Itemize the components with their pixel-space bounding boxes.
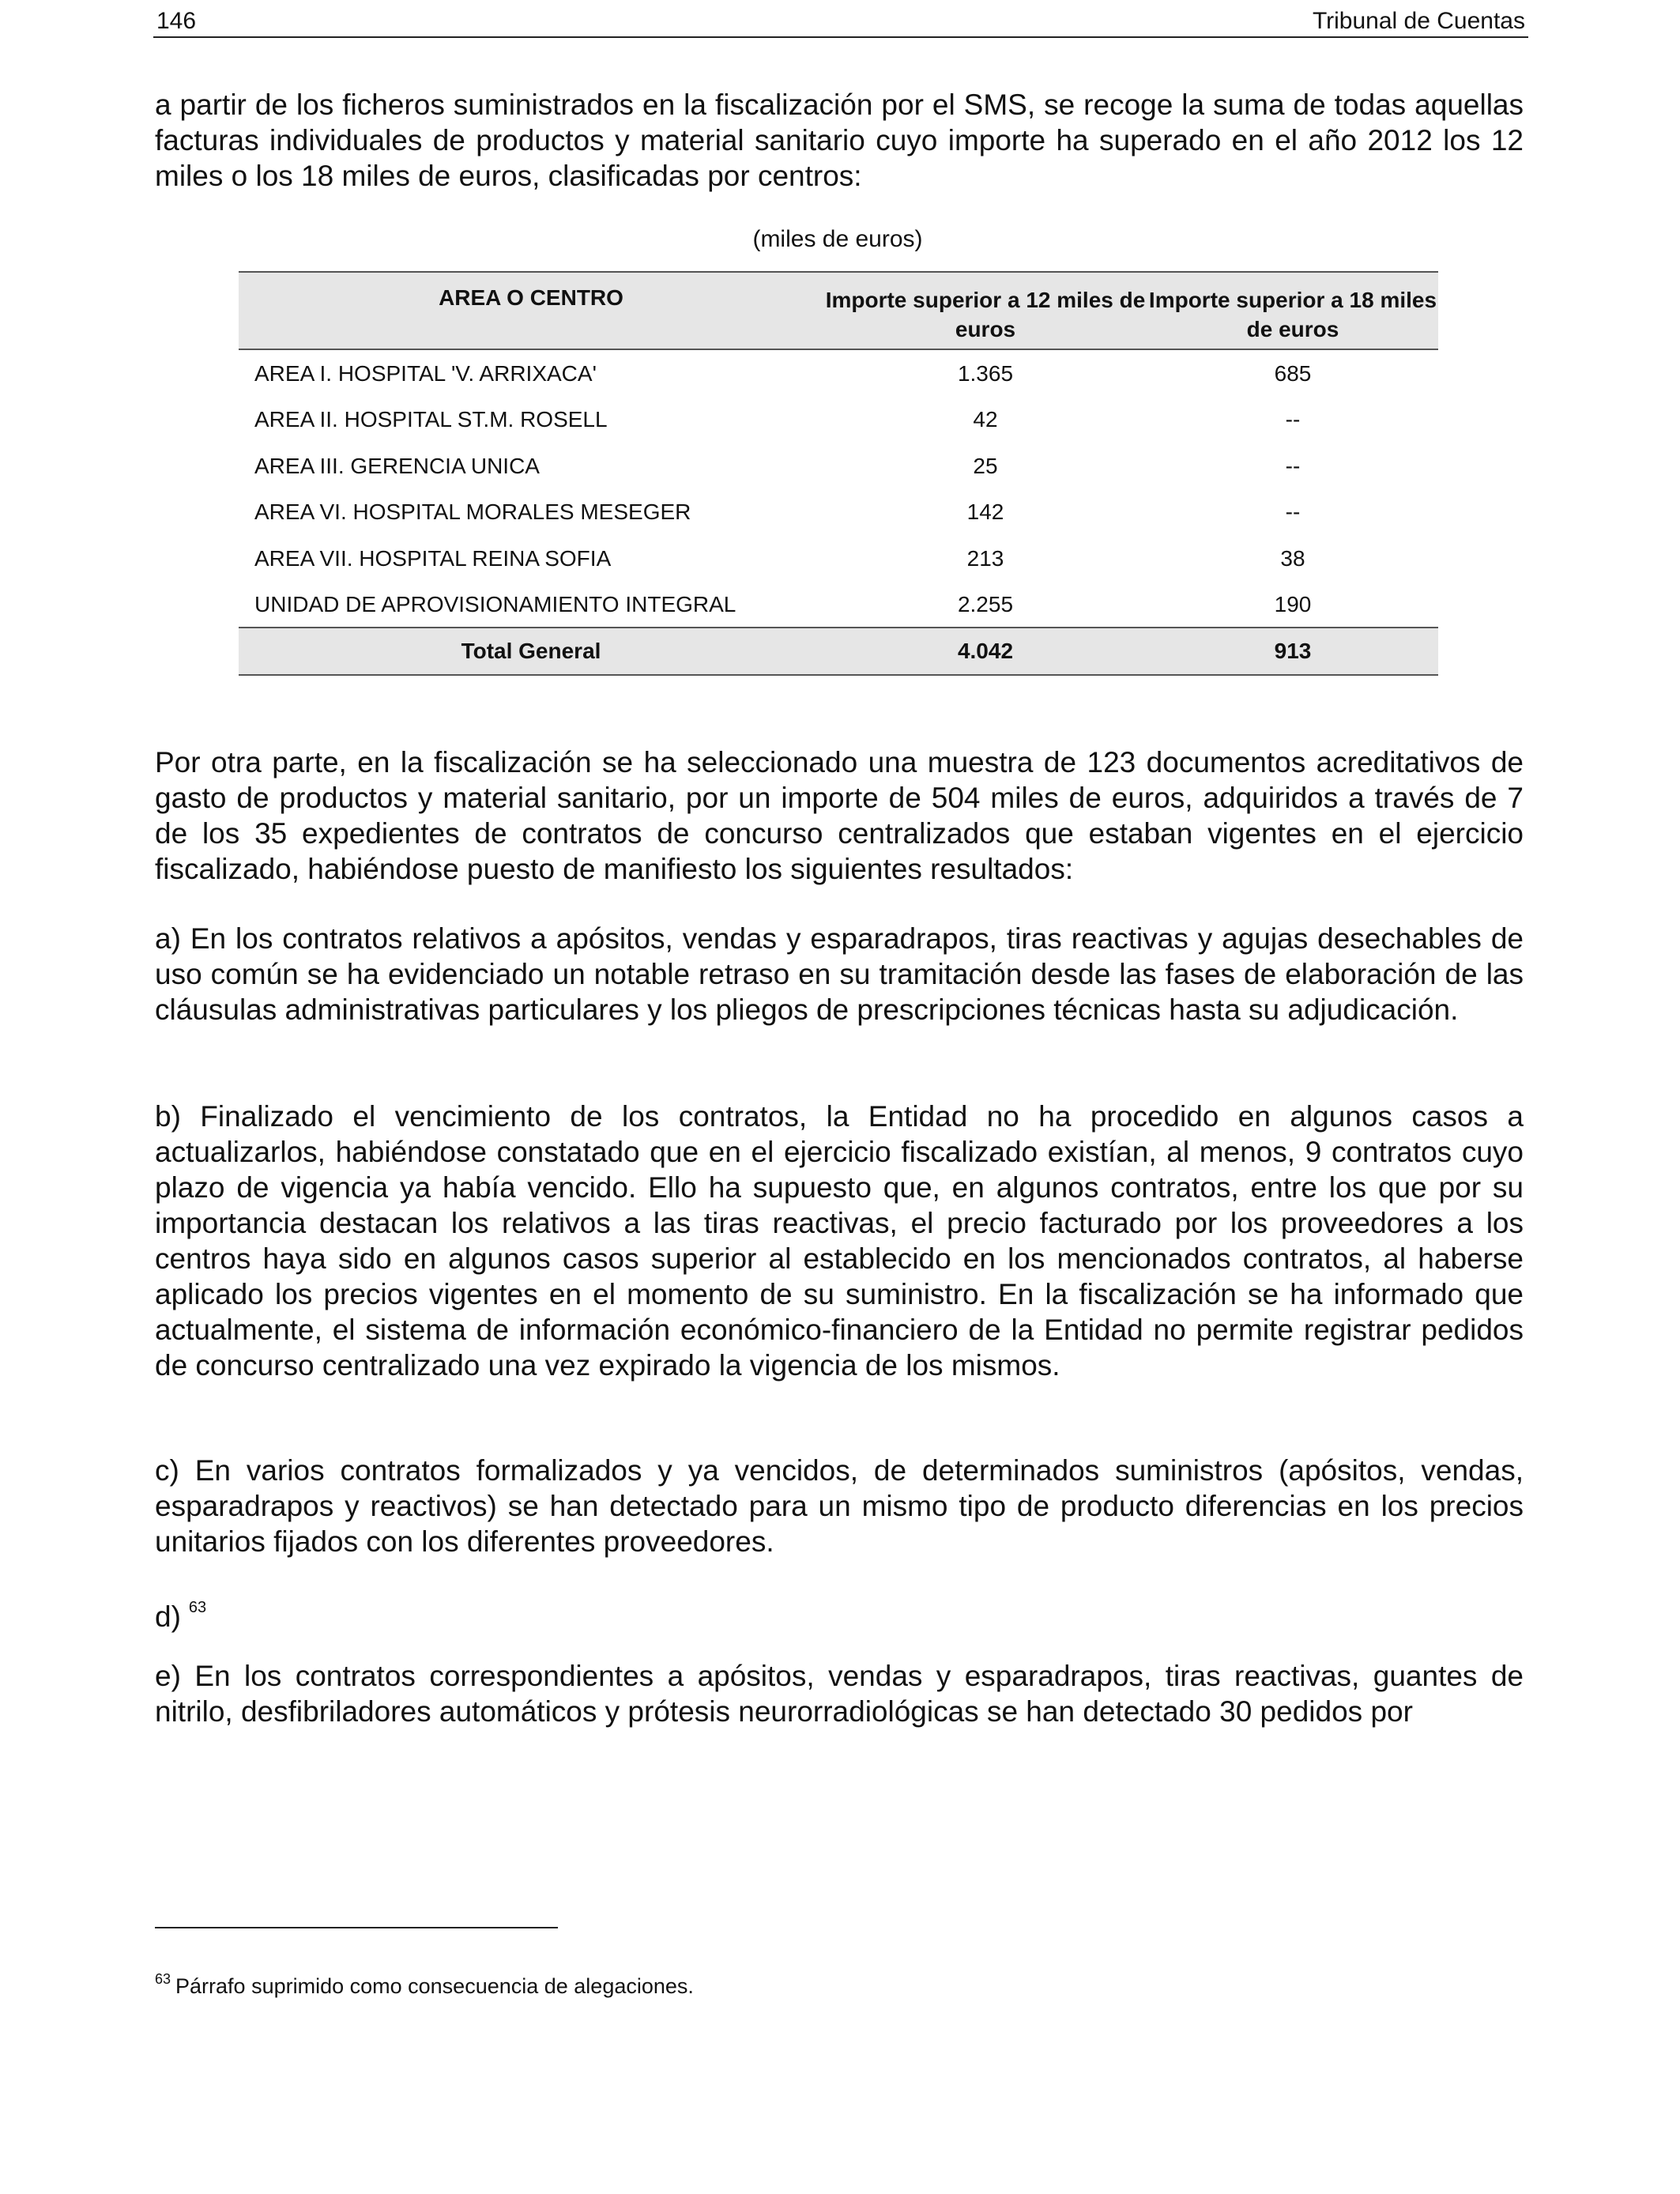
table-row <box>239 443 1438 488</box>
cell-over-12: 213 <box>966 545 1004 571</box>
table-header-row <box>239 271 1438 350</box>
invoices-table <box>239 271 1438 676</box>
cell-area: AREA VII. HOSPITAL REINA SOFIA <box>254 545 612 571</box>
table-row <box>239 488 1438 534</box>
total-over-12: 4.042 <box>957 639 1014 664</box>
table-units: (miles de euros) <box>752 226 923 252</box>
total-over-18: 913 <box>1274 639 1312 664</box>
cell-over-12: 2.255 <box>957 591 1014 616</box>
finding-c: c) En varios contratos formalizados y ya vencidos, de determinados suministros (apósitos, vendas, esparadrapos y reactivos) se han detectado para un mismo tipo de producto diferencias en los precios unitarios fijados con los diferentes proveedores. <box>155 1454 1524 1558</box>
cell-area: AREA I. HOSPITAL 'V. ARRIXACA' <box>254 361 597 386</box>
finding-d <box>155 1590 1524 1634</box>
table-total-row <box>239 627 1438 676</box>
cell-over-18: -- <box>1285 499 1301 525</box>
footnote <box>155 1971 694 1999</box>
table-row <box>239 581 1438 627</box>
table-row <box>239 350 1438 396</box>
cell-area: UNIDAD DE APROVISIONAMIENTO INTEGRAL <box>254 591 736 616</box>
cell-area: AREA VI. HOSPITAL MORALES MESEGER <box>254 499 691 525</box>
page-number: 146 <box>156 8 197 34</box>
total-label: Total General <box>461 639 601 664</box>
cell-over-18: 190 <box>1274 591 1312 616</box>
cell-area: AREA III. GERENCIA UNICA <box>254 453 540 478</box>
cell-over-18: 685 <box>1274 361 1312 386</box>
finding-d-label: d) <box>155 1600 181 1633</box>
sample-paragraph: Por otra parte, en la fiscalización se ha seleccionado una muestra de 123 documentos acreditativos de gasto de productos y material sanitario, por un importe de 504 miles de euros, adquiridos a través de 7 de los 35 expedientes de contratos de concurso centralizados que estaban vigentes en el ejercicio fiscalizado, habiéndose puesto de manifiesto los siguientes resultados: <box>155 746 1524 885</box>
cell-over-18: -- <box>1285 407 1301 432</box>
finding-a: a) En los contratos relativos a apósitos, vendas y esparadrapos, tiras reactivas y agujas desechables de uso común se ha evidenciado un notable retraso en su tramitación desde las fases de elaboración de las cláusulas administrativas particulares y los pliegos de prescripciones técnicas hasta su adjudicación. <box>155 922 1524 1026</box>
cell-over-18: -- <box>1285 453 1301 478</box>
table-row <box>239 396 1438 442</box>
header-over-18: Importe superior a 18 miles de euros <box>1148 288 1437 341</box>
footnote-divider <box>155 1927 558 1928</box>
cell-over-18: 38 <box>1280 545 1305 571</box>
footnote-text: Párrafo suprimido como consecuencia de alegaciones. <box>175 1974 694 1998</box>
cell-over-12: 142 <box>966 499 1004 525</box>
finding-e: e) En los contratos correspondientes a apósitos, vendas y esparadrapos, tiras reactivas, guantes de nitrilo, desfibriladores automáticos y prótesis neurorradiológicas se han detectado 30 pedidos por <box>155 1660 1524 1728</box>
cell-over-12: 25 <box>973 453 998 478</box>
footnote-ref: 63 <box>188 1599 207 1616</box>
header-area: AREA O CENTRO <box>439 285 623 310</box>
table-row <box>239 535 1438 581</box>
cell-area: AREA II. HOSPITAL ST.M. ROSELL <box>254 407 608 432</box>
header-over-12: Importe superior a 12 miles de euros <box>825 288 1146 341</box>
footnote-number: 63 <box>155 1971 171 1987</box>
finding-b: b) Finalizado el vencimiento de los contratos, la Entidad no ha procedido en algunos casos a actualizarlos, habiéndose constatado que en el ejercicio fiscalizado existían, al menos, 9 contratos cuyo plazo de vigencia ya había vencido. Ello ha supuesto que, en algunos contratos, entre los que por su importancia destacan los relativos a las tiras reactivas, el precio facturado por los proveedores a los centros haya sido en algunos casos superior al establecido en los mencionados contratos, al haberse aplicado los precios vigentes en el momento de su suministro. En la fiscalización se ha informado que actualmente, el sistema de información económico-financiero de la Entidad no permite registrar pedidos de concurso centralizado una vez expirado la vigencia de los mismos. <box>155 1100 1524 1382</box>
intro-paragraph: a partir de los ficheros suministrados en la fiscalización por el SMS, se recoge la suma de todas aquellas facturas individuales de productos y material sanitario cuyo importe ha superado en el año 2012 los 12 miles o los 18 miles de euros, clasificadas por centros: <box>155 89 1524 192</box>
page-header <box>153 5 1528 38</box>
cell-over-12: 1.365 <box>957 361 1014 386</box>
cell-over-12: 42 <box>973 407 998 432</box>
header-organization: Tribunal de Cuentas <box>1312 8 1525 34</box>
